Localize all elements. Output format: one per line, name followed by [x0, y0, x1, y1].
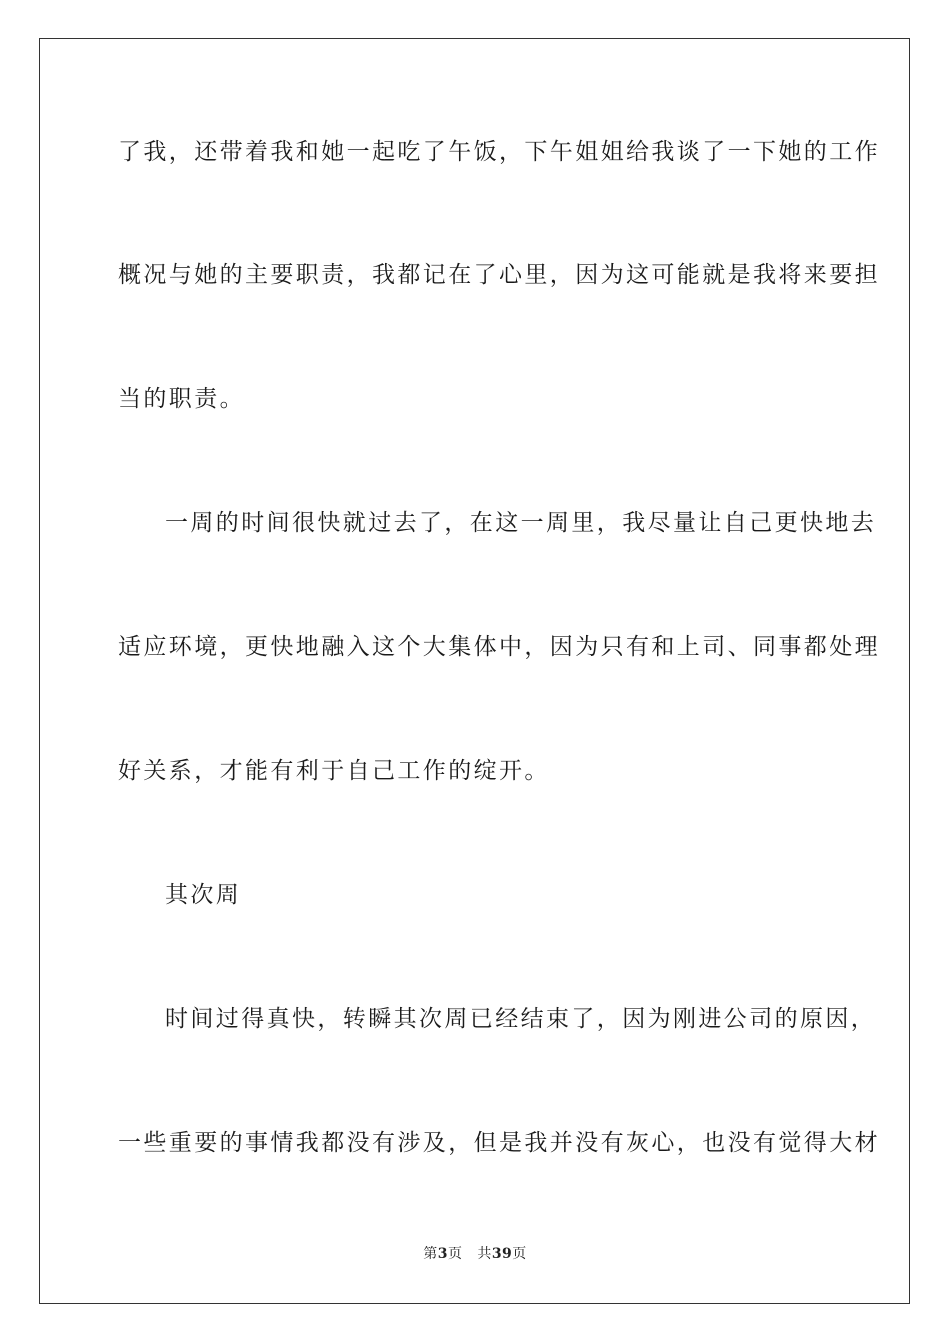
- text-line: 了我，还带着我和她一起吃了午饭，下午姐姐给我谈了一下她的工作: [118, 139, 880, 165]
- page-suffix: 页: [447, 1246, 463, 1262]
- text-line: 适应环境，更快地融入这个大集体中，因为只有和上司、同事都处理: [118, 634, 880, 660]
- text-line: 概况与她的主要职责，我都记在了心里，因为这可能就是我将来要担: [118, 262, 880, 288]
- total-suffix: 页: [512, 1246, 527, 1262]
- page-footer: [0, 1244, 950, 1264]
- total-prefix: 共: [477, 1246, 492, 1262]
- section-heading: 其次周: [165, 882, 242, 908]
- text-line: 好关系，才能有利于自己工作的绽开。: [118, 758, 550, 784]
- page-prefix: 第: [423, 1246, 438, 1262]
- text-line: 当的职责。: [118, 386, 245, 412]
- text-line: 一些重要的事情我都没有涉及，但是我并没有灰心，也没有觉得大材: [118, 1130, 880, 1156]
- page-frame: [39, 38, 910, 1304]
- paragraph-start-line: 一周的时间很快就过去了，在这一周里，我尽量让自己更快地去: [165, 510, 877, 536]
- total-pages: 39: [491, 1246, 513, 1262]
- page-number: 3: [437, 1246, 448, 1262]
- paragraph-start-line: 时间过得真快，转瞬其次周已经结束了，因为刚进公司的原因，: [165, 1006, 877, 1032]
